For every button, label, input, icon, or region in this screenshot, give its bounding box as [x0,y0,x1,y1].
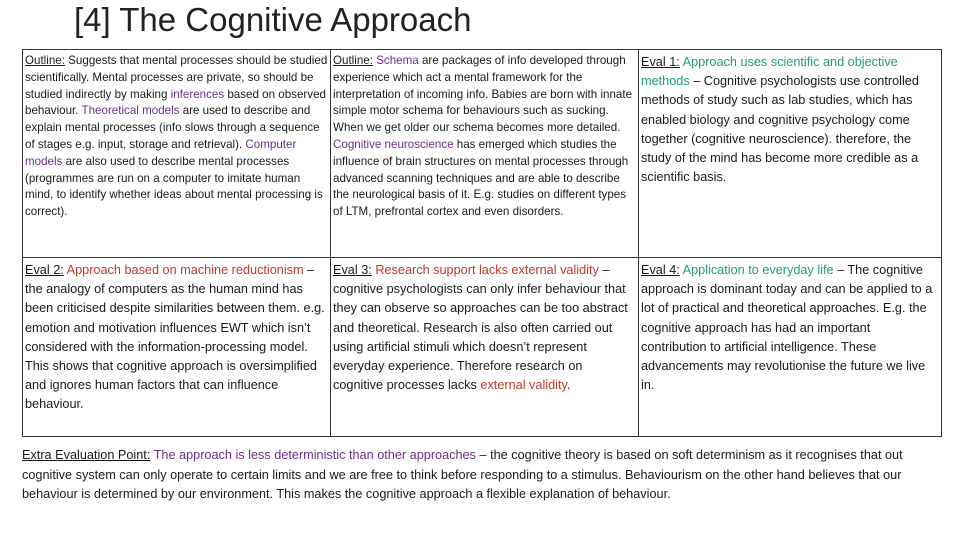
highlight-external-validity: external validity [480,378,567,393]
highlight-schema: Schema [376,54,419,67]
eval-point: Research support lacks external validity [371,263,599,277]
eval-point: Approach based on machine reductionism [63,263,304,277]
eval-text: – Cognitive psychologists use controlled methods of study such as lab studies, which has enabled biology and cognitive psychology come together (cognitive neuroscience). therefore, the study of the mind has become more credible as a scientific basis. [641,74,919,185]
outline-text: has emerged which studies the influence of brain structures on mental processes through advanced scanning techniques and are able to describe the neurological basis of it. E.g. studies on different types of LTM, prefrontal cortex and even disorders. [333,137,629,219]
highlight-inferences: inferences [170,87,225,101]
highlight-computer-models: Computer models [25,137,297,168]
eval-2-cell [23,258,331,436]
extra-heading: Extra Evaluation Point: [22,448,151,462]
outline-text: Suggests that mental processes should be studied scientifically. Mental processes are private, so should be studied indirectly by making [25,54,328,101]
outline-text: are used to describe and explain mental processes (info slows through a sequence of stages e.g. input, storage and retrieval). [25,104,320,151]
outline-heading: Outline: [333,54,373,67]
extra-evaluation-point [22,446,942,505]
eval-4-cell [639,258,941,436]
outline-cell-1 [23,50,331,258]
eval-text: . [566,378,571,393]
eval-heading: Eval 2: [25,263,64,277]
extra-point: The approach is less deterministic than other approaches [150,448,476,462]
eval-1-cell [639,50,941,258]
outline-cell-2 [331,50,639,258]
eval-point: Application to everyday life [679,263,834,277]
eval-heading: Eval 3: [333,263,372,277]
eval-text: – the analogy of computers as the human mind has been criticised despite similarities between them. e.g. emotion and motivation influences EWT which isn’t considered with the information-processing model. This shows that cognitive approach is oversimplified and ignores human factors that can influence behaviour. [25,263,325,412]
highlight-cognitive-neuroscience: Cognitive neuroscience [333,137,454,151]
outline-text: based on observed behaviour. [25,87,326,118]
outline-text: are also used to describe mental processes (programmes are run on a computer to imitate human mind, to identify whether ideas about mental processing is correct). [25,154,323,219]
eval-text: – cognitive psychologists can only infer behaviour that they can observe so approaches can be too abstract and theoretical. Research is also often carried out using artificial stimuli which doesn’t represent everyday experience. Therefore research on cognitive processes lacks [333,263,628,393]
eval-3-cell [331,258,639,436]
eval-heading: Eval 1: [641,55,680,69]
eval-heading: Eval 4: [641,263,680,277]
eval-text: – The cognitive approach is dominant today and can be applied to a lot of practical and theoretical approaches. E.g. the cognitive approach has had an important contribution to artificial intelligence. These advancements may revolutionise the future we live in. [641,263,933,393]
outline-heading: Outline: [25,54,65,67]
highlight-theoretical-models: Theoretical models [81,104,180,118]
page-title: [4] The Cognitive Approach [74,1,472,38]
outline-text: are packages of info developed through experience which act a mental framework for the interpretation of incoming info. Babies are born with innate simple motor schema for behaviours such as sucking. When we get older our schema becomes more detailed. [333,54,633,135]
eval-point: Approach uses scientific and objective methods [641,55,898,89]
content-table [22,49,942,437]
extra-text: – the cognitive theory is based on soft determinism as it recognises that out cognitive system can only operate to certain limits and we are free to think before responding to a stimulus. Behaviourism on the other hand believes that our behaviour is determined by our environment. This makes the cognitive approach a flexible explanation of behaviour. [22,448,903,502]
